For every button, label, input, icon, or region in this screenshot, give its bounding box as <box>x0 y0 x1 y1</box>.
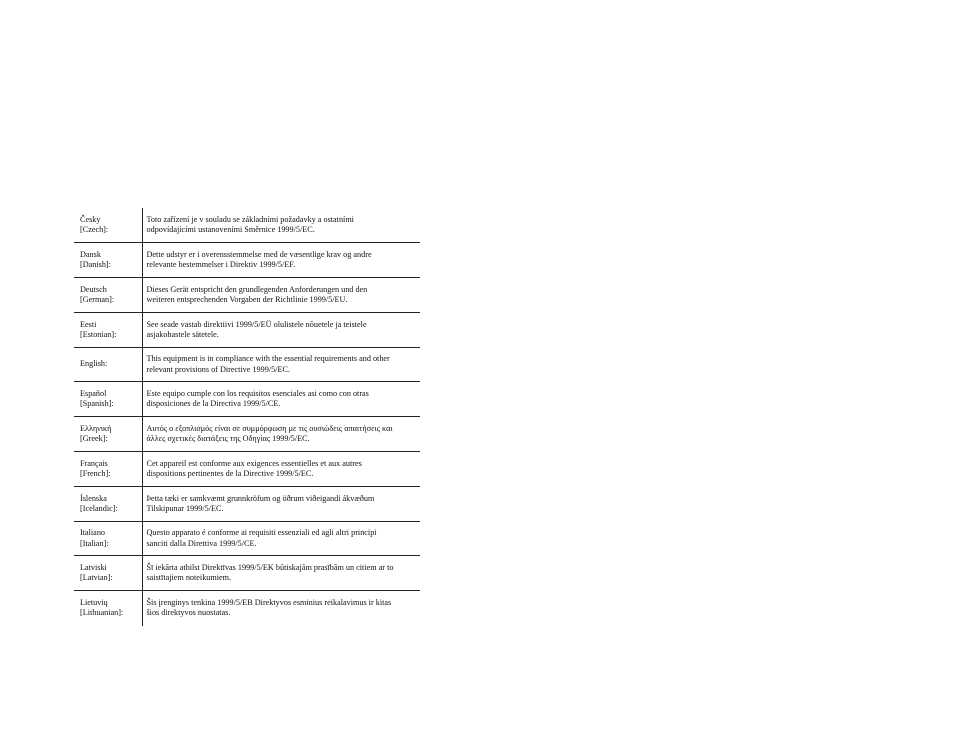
language-name: Français <box>80 458 108 468</box>
language-name: Íslenska <box>80 493 107 503</box>
declaration-text-line: See seade vastab direktiivi 1999/5/EÜ olulistele nõuetele ja teistele <box>146 319 367 329</box>
language-english-name: [Greek]: <box>80 434 108 444</box>
table-row <box>74 521 420 556</box>
language-name: Deutsch <box>80 284 107 294</box>
declaration-text-line: asjakohastele sätetele. <box>146 329 219 339</box>
declaration-text-line: Tilskipunar 1999/5/EC. <box>146 503 224 513</box>
language-cell <box>74 591 142 626</box>
table-row <box>74 347 420 382</box>
language-english-name: [French]: <box>80 468 111 478</box>
declaration-text-line: Αυτός ο εξοπλισμός είναι σε συμμόρφωση με τις ουσιώδεις απαιτήσεις και <box>146 423 393 433</box>
language-name: Latviski <box>80 563 107 573</box>
declaration-text-line: Šī iekārta atbilst Direktīvas 1999/5/EK būtiskajām prasībām un citiem ar to <box>146 563 394 573</box>
declaration-table <box>74 208 420 626</box>
declaration-text-cell <box>142 243 420 278</box>
declaration-text-line: Dette udstyr er i overensstemmelse med de væsentlige krav og andre <box>146 249 372 259</box>
declaration-text-line: Toto zařízení je v souladu se základními požadavky a ostatními <box>146 214 354 224</box>
declaration-text-line: weiteren entsprechenden Vorgaben der Richtlinie 1999/5/EU. <box>146 294 348 304</box>
language-english-name: [Danish]: <box>80 260 111 270</box>
declaration-text-line: sanciti dalla Direttiva 1999/5/CE. <box>146 538 257 548</box>
language-name: Eesti <box>80 319 97 329</box>
declaration-text-line: Dieses Gerät entspricht den grundlegenden Anforderungen und den <box>146 284 368 294</box>
declaration-text-line: This equipment is in compliance with the essential requirements and other <box>146 354 390 364</box>
language-english-name: [Estonian]: <box>80 329 117 339</box>
declaration-text-line: šios direktyvos nuostatas. <box>146 608 231 618</box>
declaration-text-line: disposiciones de la Directiva 1999/5/CE. <box>146 399 281 409</box>
table-row <box>74 208 420 243</box>
declaration-document <box>74 208 420 626</box>
language-cell <box>74 382 142 417</box>
declaration-text-cell <box>142 591 420 626</box>
declaration-text-cell <box>142 417 420 452</box>
language-cell <box>74 452 142 487</box>
declaration-text-cell <box>142 347 420 382</box>
declaration-text-line: Cet appareil est conforme aux exigences essentielles et aux autres <box>146 458 362 468</box>
language-name: Lietuvių <box>80 598 108 608</box>
language-english-name: [Icelandic]: <box>80 503 118 513</box>
table-row <box>74 382 420 417</box>
language-cell <box>74 243 142 278</box>
language-cell <box>74 486 142 521</box>
language-name: English: <box>80 359 108 369</box>
language-english-name: [Czech]: <box>80 225 109 235</box>
declaration-text-line: relevant provisions of Directive 1999/5/EC. <box>146 364 290 374</box>
language-cell <box>74 556 142 591</box>
declaration-text-line: Questo apparato é conforme ai requisiti essenziali ed agli altri principi <box>146 528 377 538</box>
declaration-text-cell <box>142 452 420 487</box>
language-name: Ελληνική <box>80 423 112 433</box>
declaration-text-line: Šis įrenginys tenkina 1999/5/EB Direktyvos esminius reikalavimus ir kitas <box>146 598 392 608</box>
language-cell <box>74 312 142 347</box>
declaration-text-cell <box>142 278 420 313</box>
table-row <box>74 591 420 626</box>
language-english-name: [German]: <box>80 294 115 304</box>
declaration-text-cell <box>142 382 420 417</box>
declaration-text-line: dispositions pertinentes de la Directive 1999/5/EC. <box>146 468 314 478</box>
declaration-text-cell <box>142 521 420 556</box>
declaration-text-line: saistītajiem noteikumiem. <box>146 573 232 583</box>
language-cell <box>74 347 142 382</box>
table-row <box>74 417 420 452</box>
language-cell <box>74 521 142 556</box>
language-cell <box>74 278 142 313</box>
language-english-name: [Italian]: <box>80 538 109 548</box>
table-row <box>74 452 420 487</box>
language-english-name: [Spanish]: <box>80 399 114 409</box>
table-row <box>74 243 420 278</box>
language-cell <box>74 417 142 452</box>
declaration-text-cell <box>142 208 420 243</box>
language-name: Česky <box>80 214 101 224</box>
table-row <box>74 556 420 591</box>
declaration-text-cell <box>142 486 420 521</box>
language-name: Español <box>80 389 107 399</box>
table-row <box>74 486 420 521</box>
declaration-table-body <box>74 208 420 626</box>
language-name: Dansk <box>80 249 101 259</box>
language-name: Italiano <box>80 528 106 538</box>
declaration-text-cell <box>142 312 420 347</box>
language-cell <box>74 208 142 243</box>
language-english-name: [Lithuanian]: <box>80 608 124 618</box>
language-english-name: [Latvian]: <box>80 573 113 583</box>
declaration-text-line: άλλες σχετικές διατάξεις της Οδηγίας 1999/5/EC. <box>146 434 310 444</box>
declaration-text-line: Este equipo cumple con los requisitos esenciales asi como con otras <box>146 389 369 399</box>
declaration-text-line: odpovídajícími ustanoveními Směrnice 1999/5/EC. <box>146 225 315 235</box>
table-row <box>74 312 420 347</box>
declaration-text-cell <box>142 556 420 591</box>
table-row <box>74 278 420 313</box>
declaration-text-line: Þetta tæki er samkvæmt grunnkröfum og öðrum viðeigandi ákvæðum <box>146 493 375 503</box>
declaration-text-line: relevante bestemmelser i Direktiv 1999/5/EF. <box>146 260 296 270</box>
